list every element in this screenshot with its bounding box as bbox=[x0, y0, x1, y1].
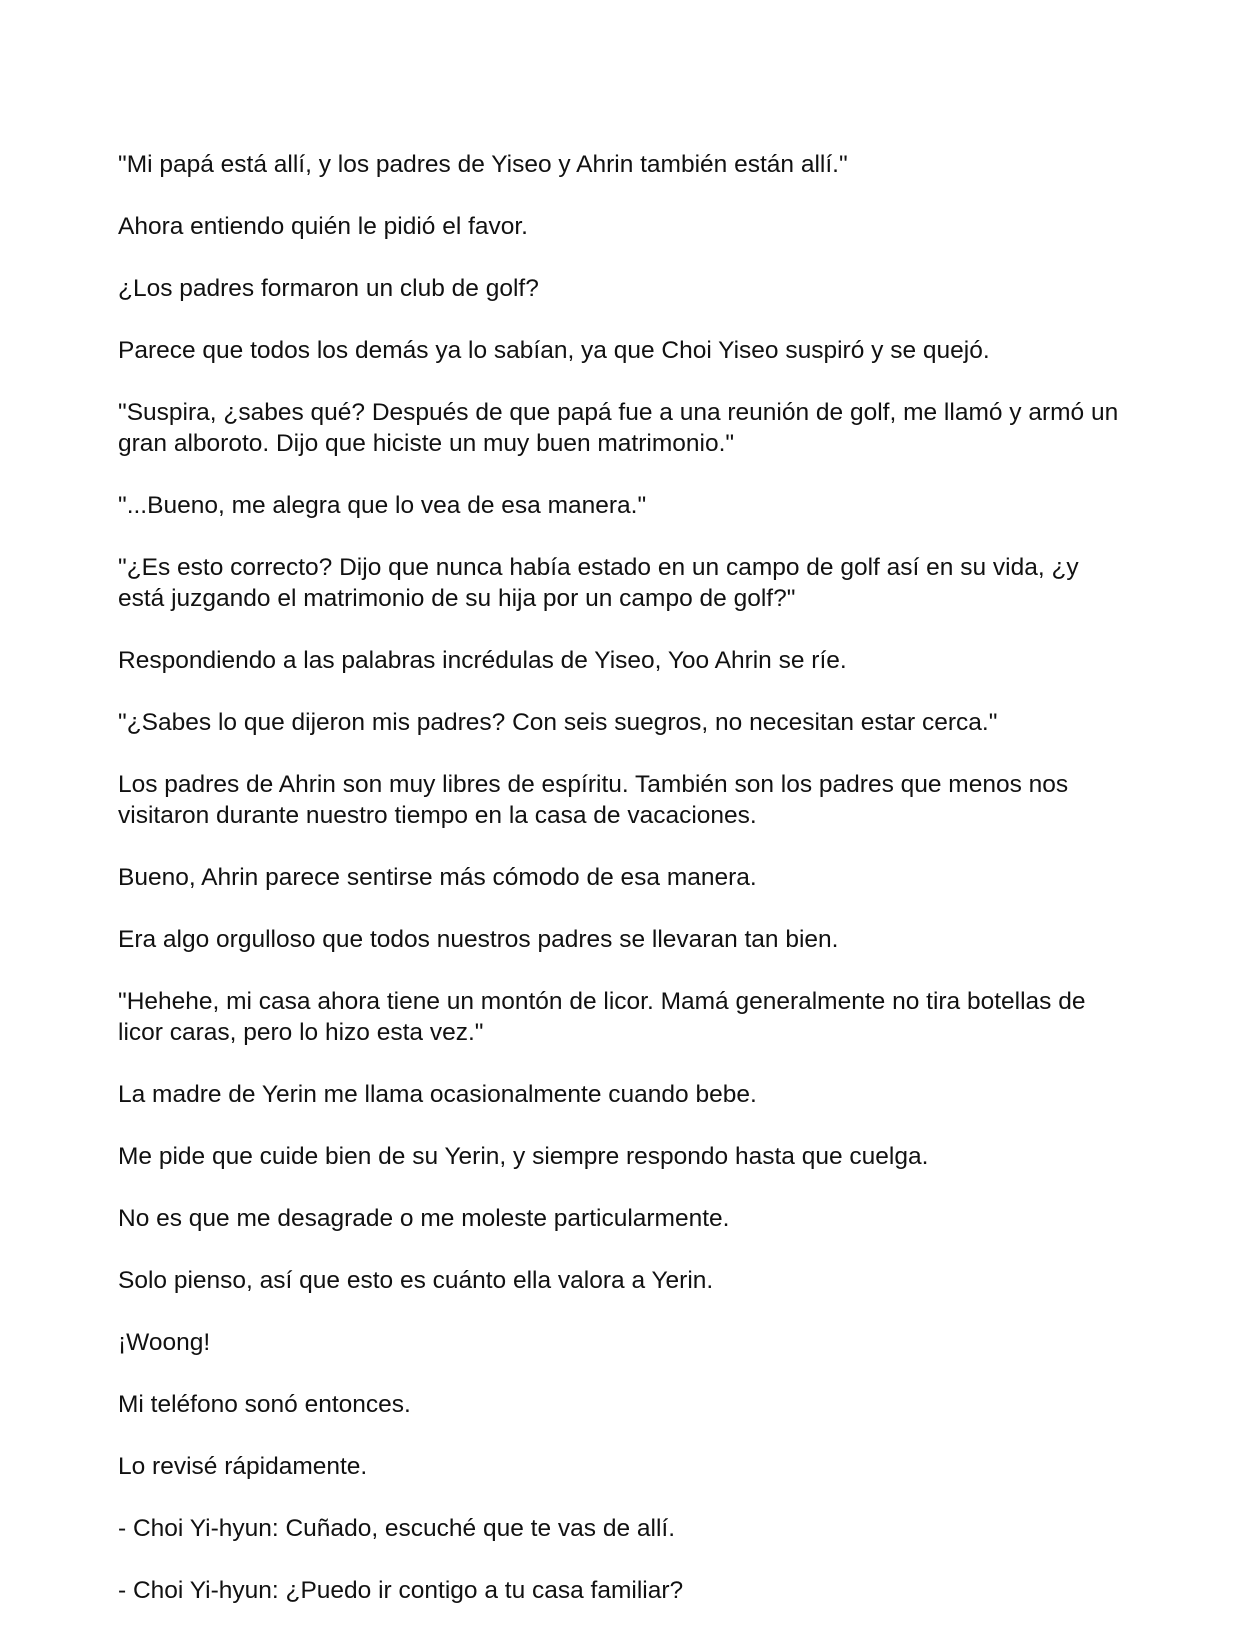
paragraph: "Mi papá está allí, y los padres de Yiseo y Ahrin también están allí." bbox=[118, 151, 848, 178]
paragraph: Me pide que cuide bien de su Yerin, y siempre respondo hasta que cuelga. bbox=[118, 1143, 929, 1170]
paragraph: Los padres de Ahrin son muy libres de espíritu. También son los padres que menos nos visitaron durante nuestro tiempo en la casa de vacaciones. bbox=[118, 771, 1069, 829]
paragraph: Parece que todos los demás ya lo sabían, ya que Choi Yiseo suspiró y se quejó. bbox=[118, 337, 990, 364]
paragraph: - Choi Yi-hyun: Cuñado, escuché que te vas de allí. bbox=[118, 1515, 676, 1542]
paragraph: "¿Es esto correcto? Dijo que nunca había estado en un campo de golf así en su vida, ¿y está juzgando el matrimonio de su hija por un campo de golf?" bbox=[118, 554, 1079, 612]
body-text bbox=[118, 149, 1128, 1637]
paragraph: No es que me desagrade o me moleste particularmente. bbox=[118, 1205, 730, 1232]
paragraph: ¿Los padres formaron un club de golf? bbox=[118, 275, 539, 302]
paragraph: Respondiendo a las palabras incrédulas de Yiseo, Yoo Ahrin se ríe. bbox=[118, 647, 847, 674]
paragraph: "¿Sabes lo que dijeron mis padres? Con seis suegros, no necesitan estar cerca." bbox=[118, 709, 998, 736]
paragraph: - Choi Yi-hyun: ¿Puedo ir contigo a tu casa familiar? bbox=[118, 1577, 684, 1604]
paragraph: Mi teléfono sonó entonces. bbox=[118, 1391, 411, 1418]
paragraph: "...Bueno, me alegra que lo vea de esa manera." bbox=[118, 492, 647, 519]
paragraph: Bueno, Ahrin parece sentirse más cómodo de esa manera. bbox=[118, 864, 757, 891]
paragraph: Era algo orgulloso que todos nuestros padres se llevaran tan bien. bbox=[118, 926, 839, 953]
paragraph: Ahora entiendo quién le pidió el favor. bbox=[118, 213, 528, 240]
paragraph: "Hehehe, mi casa ahora tiene un montón de licor. Mamá generalmente no tira botellas de licor caras, pero lo hizo esta vez." bbox=[118, 988, 1086, 1046]
paragraph: Lo revisé rápidamente. bbox=[118, 1453, 368, 1480]
paragraph: ¡Woong! bbox=[118, 1329, 211, 1356]
paragraph: Solo pienso, así que esto es cuánto ella valora a Yerin. bbox=[118, 1267, 714, 1294]
paragraph: La madre de Yerin me llama ocasionalmente cuando bebe. bbox=[118, 1081, 757, 1108]
paragraph: "Suspira, ¿sabes qué? Después de que papá fue a una reunión de golf, me llamó y armó un gran alboroto. Dijo que hiciste un muy buen matrimonio." bbox=[118, 399, 1119, 457]
